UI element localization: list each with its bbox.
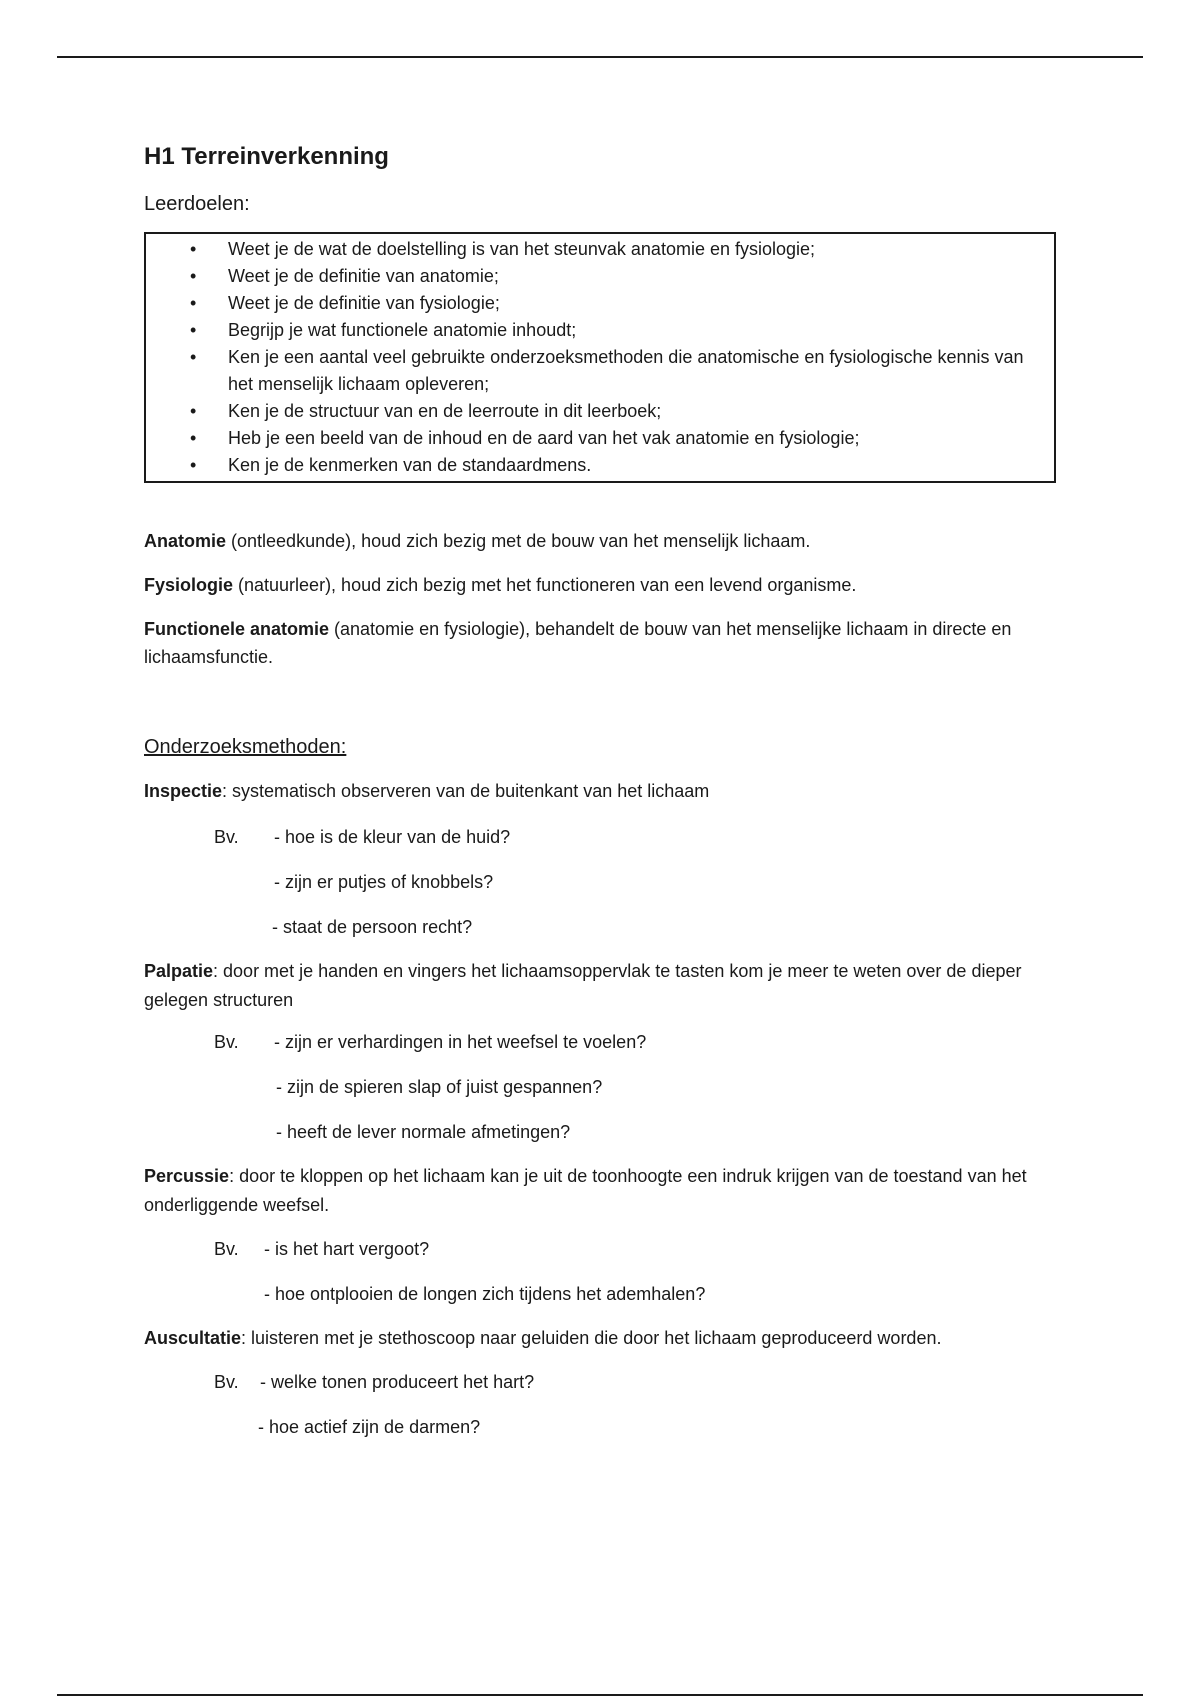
page-content bbox=[144, 140, 1064, 1457]
method-palpatie bbox=[144, 957, 1064, 1015]
leerdoel-item: • Weet je de wat de doelstelling is van het steunvak anatomie en fysiologie; bbox=[228, 236, 1034, 263]
method-term: Auscultatie bbox=[144, 1328, 242, 1348]
definition-term: Functionele anatomie bbox=[144, 619, 330, 639]
page-top-rule bbox=[57, 56, 1143, 58]
leerdoel-item: • Ken je de structuur van en de leerroute in dit leerboek; bbox=[228, 398, 1034, 425]
example-row bbox=[144, 1117, 1064, 1162]
definition-anatomie bbox=[144, 527, 1064, 555]
example-item: - zijn er verhardingen in het weefsel te voelen? bbox=[274, 1032, 647, 1052]
page-bottom-rule bbox=[57, 1694, 1143, 1696]
leerdoel-item: • Weet je de definitie van anatomie; bbox=[228, 263, 1034, 290]
leerdoelen-box bbox=[144, 232, 1056, 483]
example-row bbox=[144, 1027, 1064, 1072]
example-item: - welke tonen produceert het hart? bbox=[260, 1372, 535, 1392]
example-item: - hoe is de kleur van de huid? bbox=[274, 827, 511, 847]
example-row bbox=[144, 867, 1064, 912]
method-text: : door met je handen en vingers het lichaamsoppervlak te tasten kom je meer te weten over de dieper gelegen structuren bbox=[144, 961, 1022, 1010]
example-row bbox=[144, 822, 1064, 867]
leerdoel-item: • Begrijp je wat functionele anatomie inhoudt; bbox=[228, 317, 1034, 344]
example-row bbox=[144, 1072, 1064, 1117]
chapter-title: H1 Terreinverkenning bbox=[144, 143, 389, 170]
leerdoel-item: • Ken je de kenmerken van de standaardmens. bbox=[228, 452, 1034, 479]
method-percussie bbox=[144, 1162, 1064, 1220]
example-row bbox=[144, 1367, 1064, 1412]
definition-text: (ontleedkunde), houd zich bezig met de bouw van het menselijk lichaam. bbox=[226, 531, 811, 551]
example-item: - hoe actief zijn de darmen? bbox=[258, 1417, 481, 1437]
definition-functionele-anatomie bbox=[144, 615, 1064, 671]
method-text: : systematisch observeren van de buitenkant van het lichaam bbox=[222, 781, 710, 801]
definition-term: Fysiologie bbox=[144, 575, 234, 595]
method-text: : door te kloppen op het lichaam kan je uit de toonhoogte een indruk krijgen van de toestand van het onderliggende weefsel. bbox=[144, 1166, 1027, 1215]
example-item: - heeft de lever normale afmetingen? bbox=[276, 1122, 571, 1142]
example-row bbox=[144, 912, 1064, 957]
leerdoelen-label: Leerdoelen: bbox=[144, 193, 250, 215]
method-term: Inspectie bbox=[144, 781, 223, 801]
example-row bbox=[144, 1279, 1064, 1324]
method-inspectie bbox=[144, 777, 1064, 806]
definition-fysiologie bbox=[144, 571, 1064, 599]
definition-text: (anatomie en fysiologie), behandelt de bouw van het menselijke lichaam in directe en lichaamsfunctie. bbox=[144, 619, 1012, 667]
method-term: Palpatie bbox=[144, 961, 214, 981]
example-label: Bv. bbox=[214, 1372, 239, 1392]
leerdoel-item: • Weet je de definitie van fysiologie; bbox=[228, 290, 1034, 317]
example-row bbox=[144, 1412, 1064, 1457]
example-item: - zijn de spieren slap of juist gespannen? bbox=[276, 1077, 603, 1097]
onderzoeksmethoden-heading: Onderzoeksmethoden: bbox=[144, 736, 347, 758]
definition-text: (natuurleer), houd zich bezig met het functioneren van een levend organisme. bbox=[233, 575, 857, 595]
example-row bbox=[144, 1234, 1064, 1279]
example-label: Bv. bbox=[214, 827, 239, 847]
example-item: - staat de persoon recht? bbox=[272, 917, 473, 937]
example-item: - is het hart vergoot? bbox=[264, 1239, 430, 1259]
method-auscultatie bbox=[144, 1324, 1064, 1353]
leerdoelen-list bbox=[146, 236, 1034, 479]
leerdoel-item: • Heb je een beeld van de inhoud en de aard van het vak anatomie en fysiologie; bbox=[228, 425, 1034, 452]
example-label: Bv. bbox=[214, 1239, 239, 1259]
example-item: - zijn er putjes of knobbels? bbox=[274, 872, 494, 892]
definition-term: Anatomie bbox=[144, 531, 227, 551]
example-item: - hoe ontplooien de longen zich tijdens het ademhalen? bbox=[264, 1284, 706, 1304]
example-label: Bv. bbox=[214, 1032, 239, 1052]
leerdoel-item: • Ken je een aantal veel gebruikte onderzoeksmethoden die anatomische en fysiologische kennis van het menselijk lichaam opleveren; bbox=[228, 344, 1034, 398]
method-term: Percussie bbox=[144, 1166, 230, 1186]
method-text: : luisteren met je stethoscoop naar geluiden die door het lichaam geproduceerd worden. bbox=[241, 1328, 942, 1348]
